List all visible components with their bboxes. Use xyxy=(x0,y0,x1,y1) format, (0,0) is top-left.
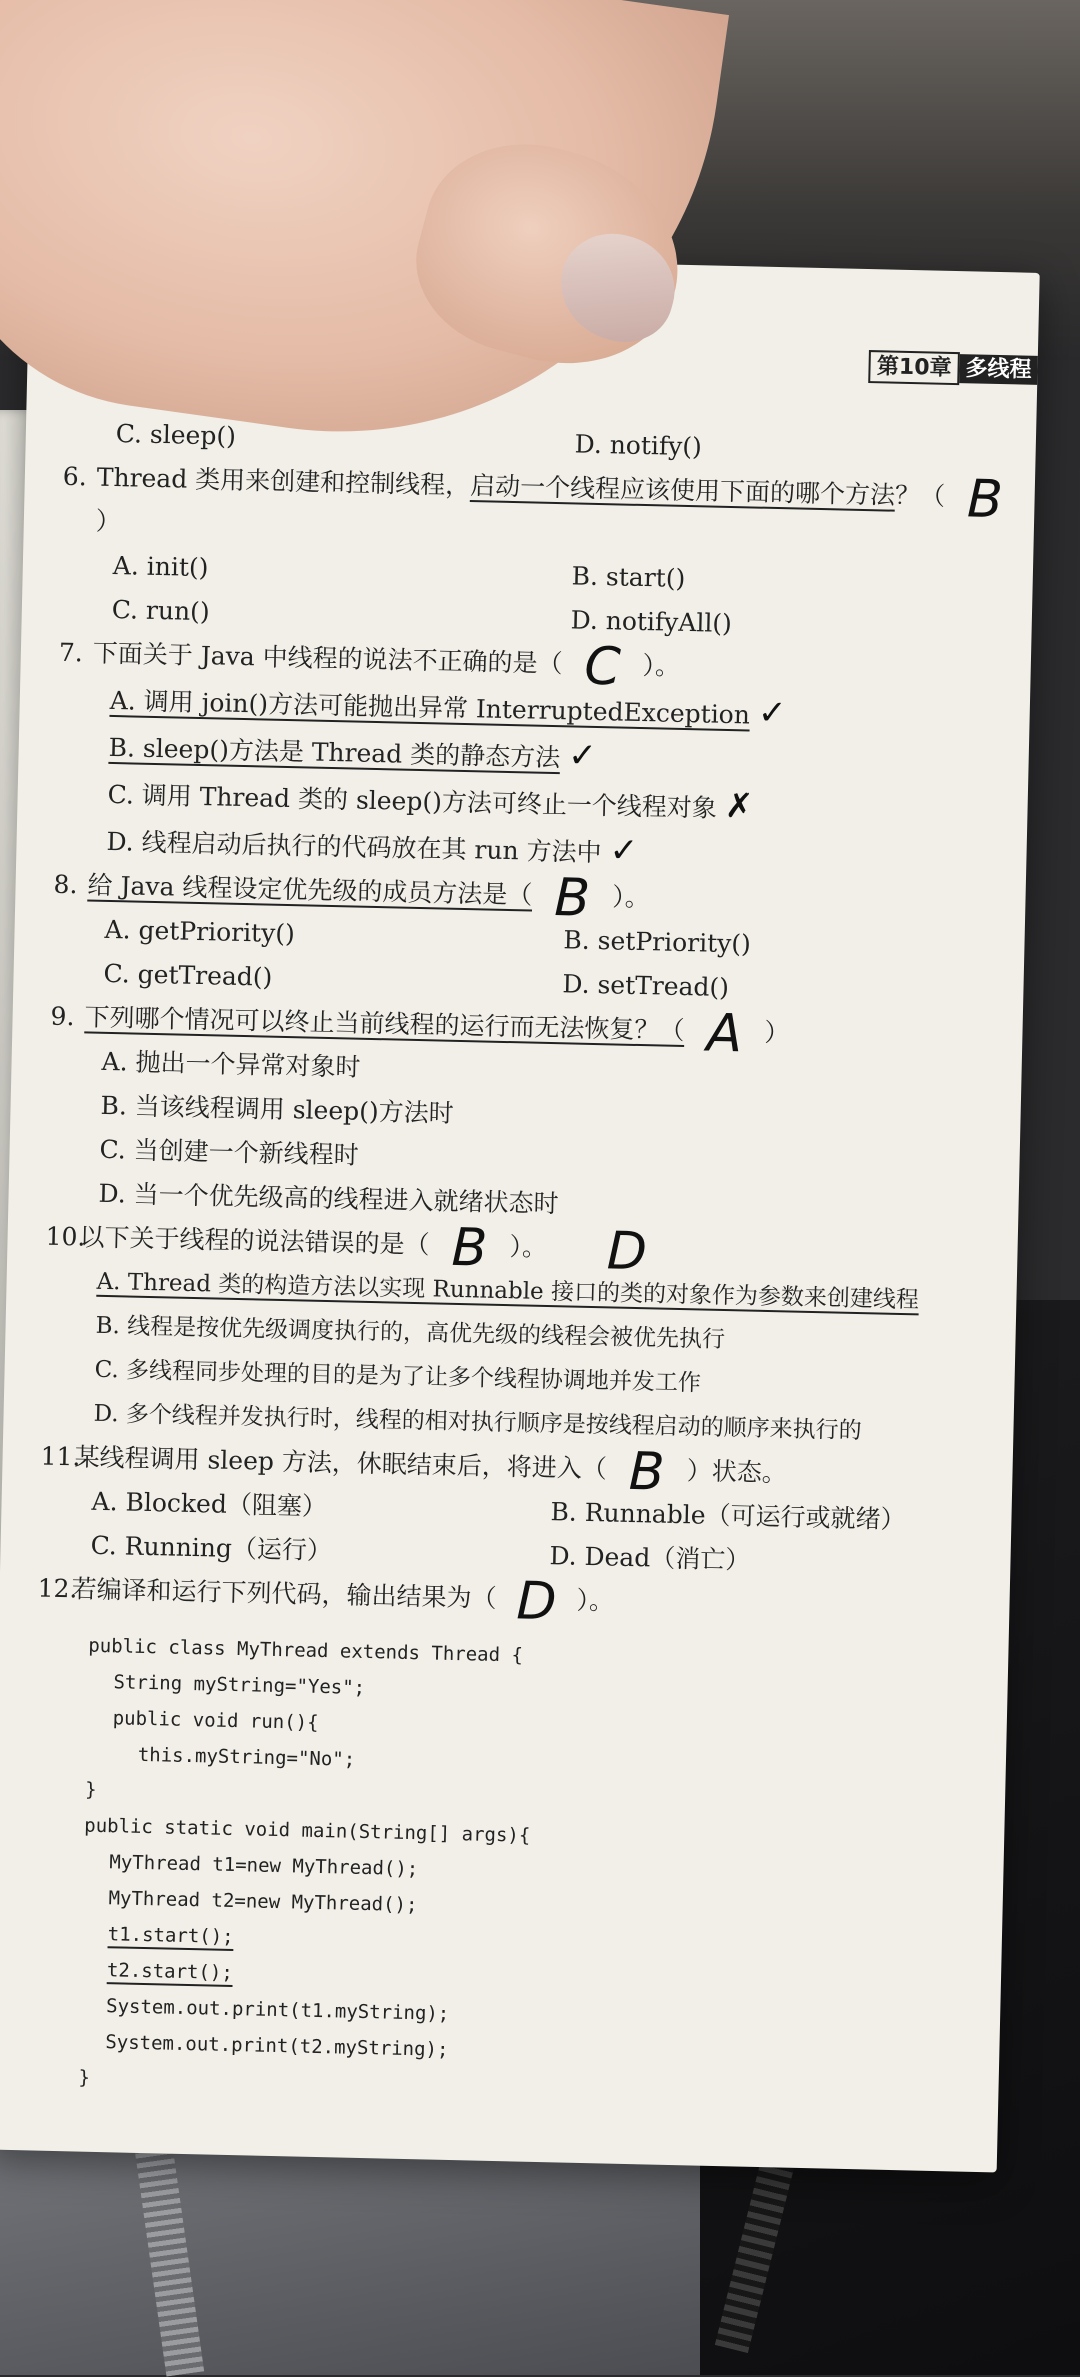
option: D. Dead（消亡） xyxy=(549,1541,751,1575)
code-line: System.out.print(t2.myString); xyxy=(105,2031,449,2061)
option: B. 当该线程调用 sleep()方法时 xyxy=(100,1090,454,1128)
option: D. 多个线程并发执行时，线程的相对执行顺序是按线程启动的顺序来执行的 xyxy=(93,1400,862,1445)
question-number: 6. xyxy=(62,461,88,492)
check-mark: ✓ xyxy=(609,830,639,871)
handwritten-side-answer: D xyxy=(606,1220,648,1282)
chapter-header xyxy=(869,349,1038,384)
handwritten-answer: B xyxy=(628,1441,666,1503)
option: A. 调用 join()方法可能抛出异常 InterruptedException ✓ xyxy=(109,685,787,734)
option: D. notifyAll() xyxy=(570,605,733,639)
code-line: t2.start(); xyxy=(106,1959,234,1985)
question-number: 12. xyxy=(37,1573,78,1604)
handwritten-answer: C xyxy=(583,636,622,698)
code-line: String myString="Yes"; xyxy=(113,1671,366,1699)
option: C. sleep() xyxy=(115,418,237,451)
option: B. sleep()方法是 Thread 类的静态方法 ✓ xyxy=(108,732,598,776)
option: C. getTread() xyxy=(103,958,273,992)
check-mark: ✓ xyxy=(567,735,598,776)
code-line: t1.start(); xyxy=(107,1923,234,1949)
chapter-label: 第10章 xyxy=(869,350,960,385)
question-number: 10. xyxy=(45,1221,86,1252)
code-line: } xyxy=(78,2066,91,2089)
option: A. init() xyxy=(112,550,209,583)
handwritten-answer: D xyxy=(515,1570,558,1632)
option: C. 当创建一个新线程时 xyxy=(99,1134,360,1170)
code-line: public static void main(String[] args){ xyxy=(84,1814,531,1847)
code-line: MyThread t2=new MyThread(); xyxy=(108,1887,418,1917)
code-line: System.out.print(t1.myString); xyxy=(105,1995,450,2025)
question-text: Thread 类用来创建和控制线程， xyxy=(96,462,471,501)
book-page xyxy=(0,250,1040,2172)
question-number: 9. xyxy=(50,1001,75,1032)
question-text: ）。 xyxy=(642,651,681,681)
option: C. 多线程同步处理的目的是为了让多个线程协调地并发工作 xyxy=(94,1356,702,1397)
question-text: ）。 xyxy=(509,1232,548,1262)
question-text: ） xyxy=(764,1017,790,1048)
question-text: 下列哪个情况可以终止当前线程的运行而无法恢复？（ xyxy=(84,1002,685,1046)
code-line: this.myString="No"; xyxy=(137,1743,356,1771)
option: C. Running（运行） xyxy=(90,1530,333,1566)
option: D. 线程启动后执行的代码放在其 run 方法中 ✓ xyxy=(106,826,639,871)
code-line: } xyxy=(84,1778,97,1801)
option: D. setTread() xyxy=(562,969,730,1003)
option: A. Blocked（阻塞） xyxy=(91,1486,328,1522)
question-text: ？（ xyxy=(894,480,946,511)
handwritten-answer: B xyxy=(450,1217,489,1279)
question-text: ）。 xyxy=(612,882,651,913)
option: D. notify() xyxy=(574,429,703,462)
question-text: 若编译和运行下列代码，输出结果为（ xyxy=(71,1574,497,1613)
option: A. getPriority() xyxy=(104,914,296,949)
handwritten-answer: A xyxy=(705,1003,743,1064)
code-block xyxy=(26,1627,1006,2117)
question-number: 11. xyxy=(40,1441,81,1472)
exercise-content xyxy=(26,411,1034,2117)
question-text: 启动一个线程应该使用下面的哪个方法 xyxy=(469,471,896,510)
question-text: ） xyxy=(95,506,122,537)
option: C. run() xyxy=(111,594,210,627)
question-text: 下面关于 Java 中线程的说法不正确的是（ xyxy=(92,638,563,679)
option: D. 当一个优先级高的线程进入就绪状态时 xyxy=(98,1178,559,1219)
check-mark: ✓ xyxy=(757,692,787,734)
question-text: 给 Java 线程设定优先级的成员方法是（ xyxy=(87,870,533,910)
option: C. 调用 Thread 类的 sleep()方法可终止一个线程对象 ✗ xyxy=(107,779,754,827)
code-line: public void run(){ xyxy=(112,1707,319,1734)
question-text: 以下关于线程的说法错误的是（ xyxy=(79,1222,430,1260)
handwritten-answer: B xyxy=(966,468,1004,530)
option: B. start() xyxy=(571,561,686,593)
question-number: 7. xyxy=(58,637,84,668)
handwritten-answer: B xyxy=(553,867,591,929)
question-text: ）。 xyxy=(576,1585,615,1616)
chapter-title: 多线程 xyxy=(959,354,1038,385)
question-number: 8. xyxy=(53,869,78,900)
code-line: public class MyThread extends Thread { xyxy=(88,1634,524,1667)
question-text: 某线程调用 sleep 方法，休眠结束后，将进入（ xyxy=(74,1442,608,1484)
code-line: MyThread t1=new MyThread(); xyxy=(109,1851,419,1881)
option: B. 线程是按优先级调度执行的，高优先级的线程会被优先执行 xyxy=(95,1312,726,1354)
option: B. setPriority() xyxy=(563,925,752,959)
option: A. 抛出一个异常对象时 xyxy=(101,1046,361,1082)
question-text: ）状态。 xyxy=(686,1456,788,1488)
option: B. Runnable（可运行或就绪） xyxy=(550,1497,906,1535)
cross-mark: ✗ xyxy=(724,785,754,827)
option: A. Thread 类的构造方法以实现 Runnable 接口的类的对象作为参数来创建线程 xyxy=(96,1268,920,1314)
